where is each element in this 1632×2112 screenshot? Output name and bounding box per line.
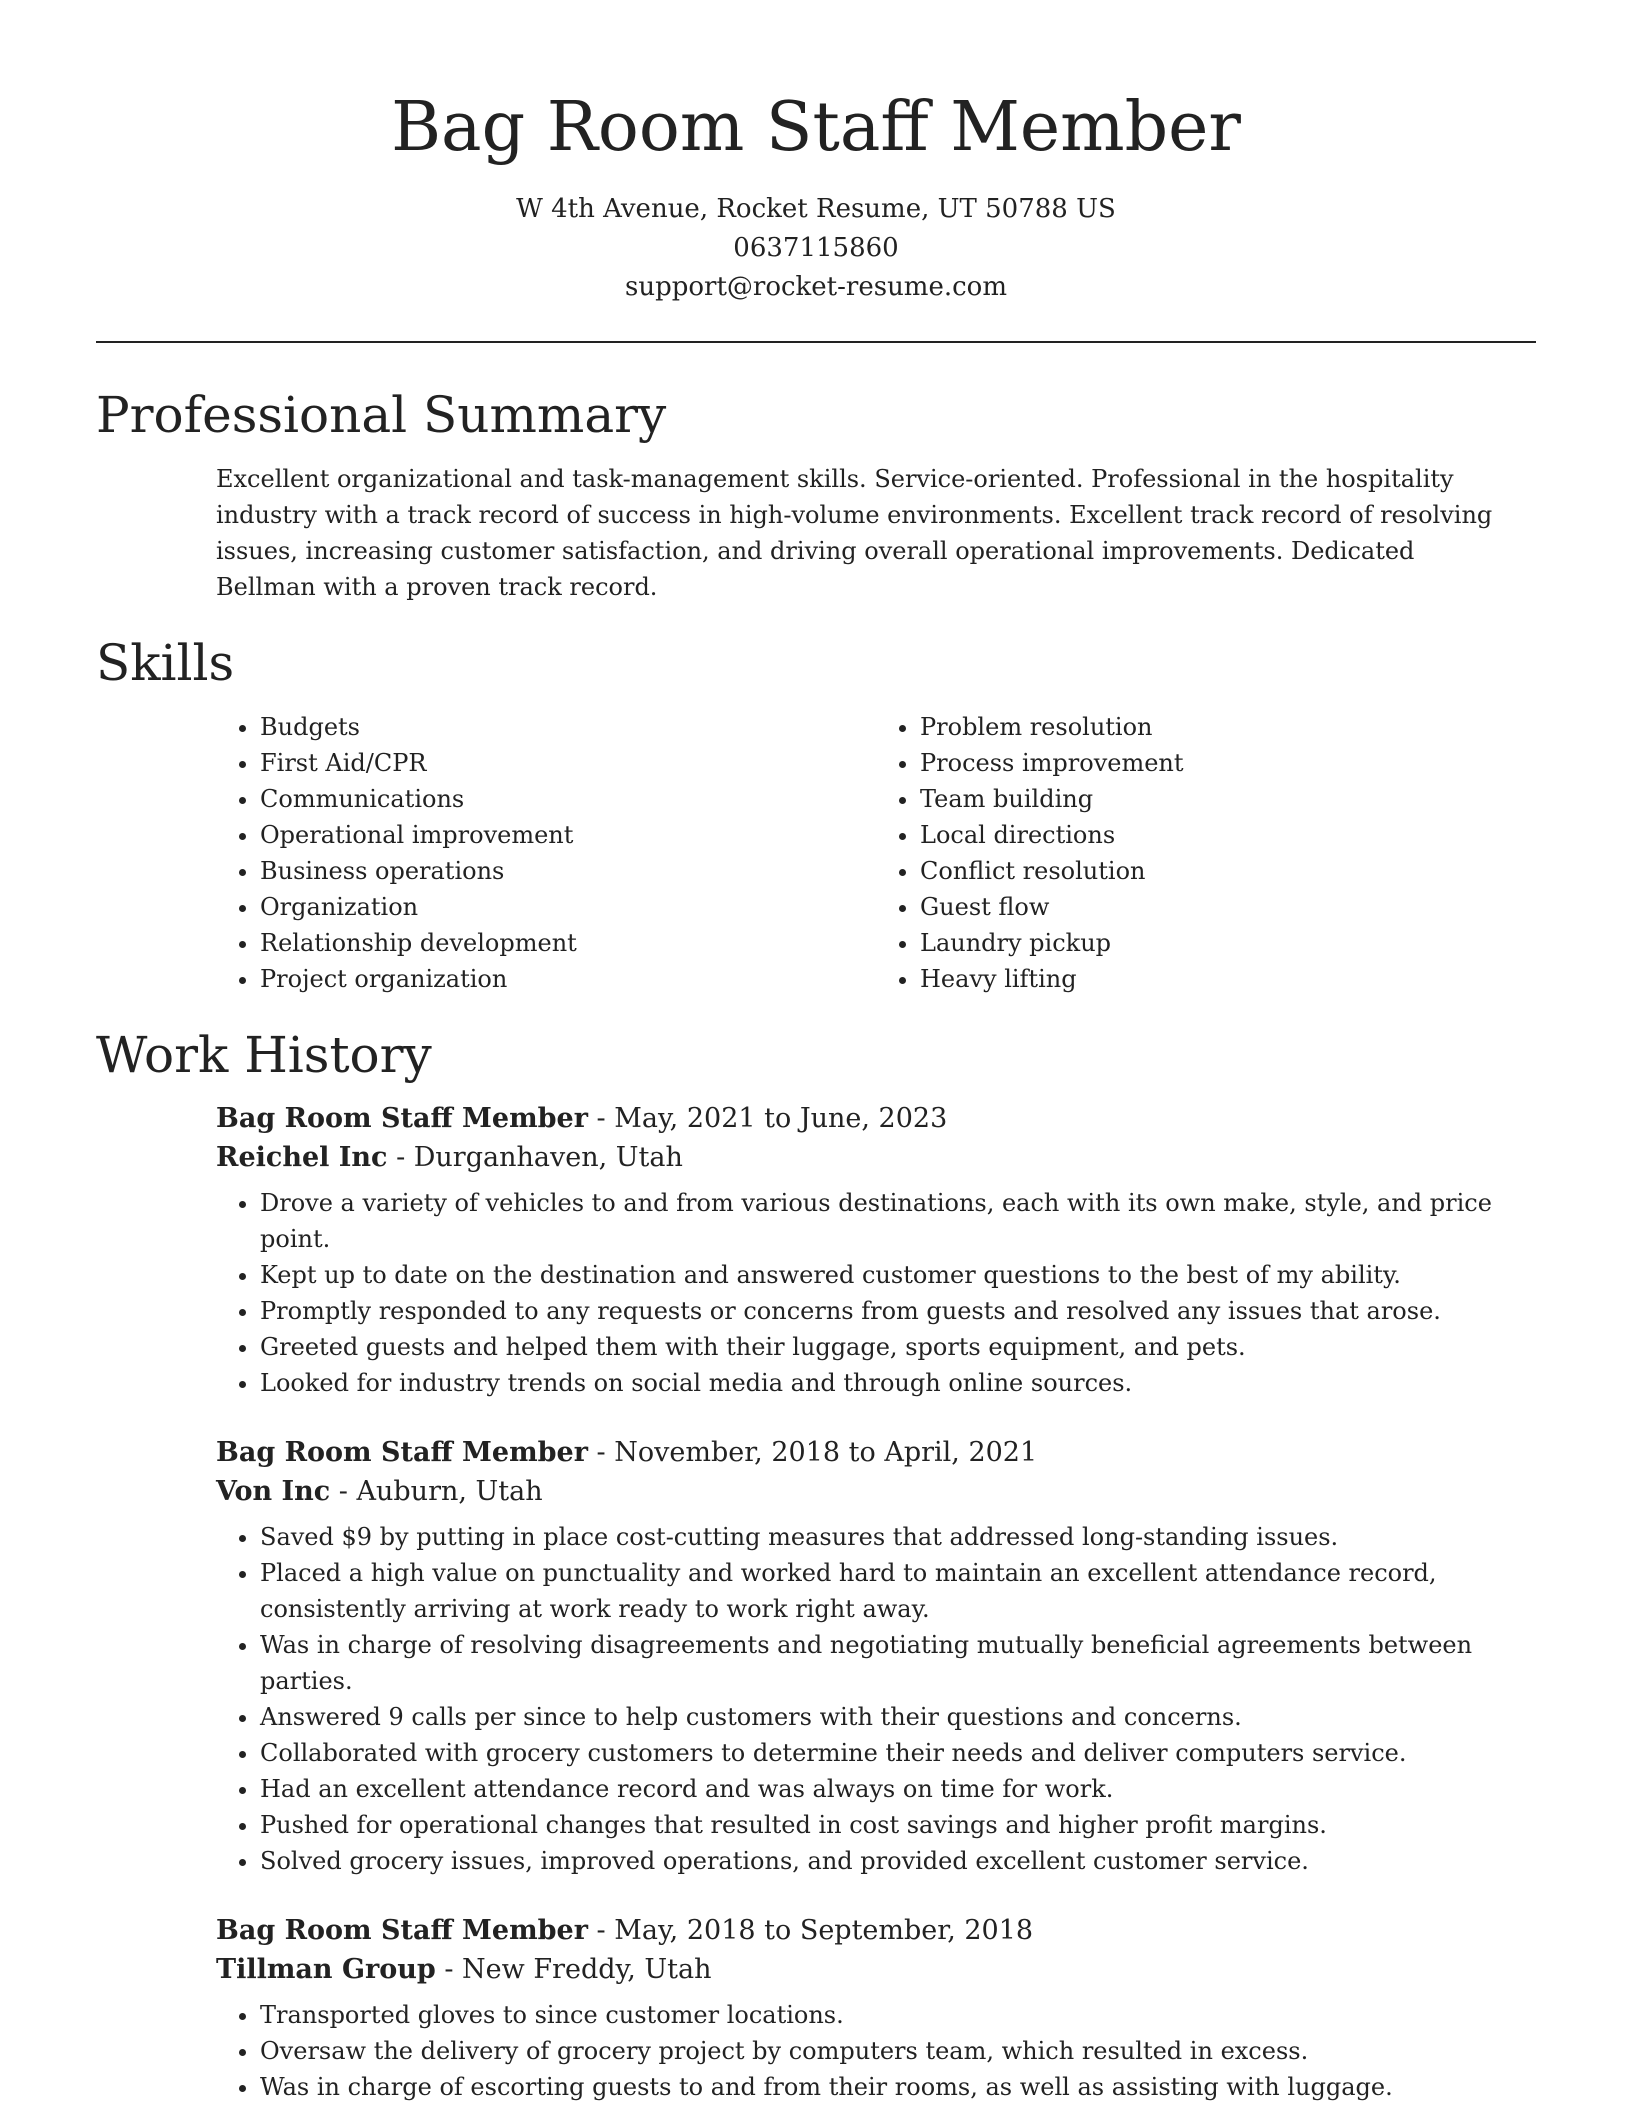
skill-item: • Relationship development: [260, 925, 876, 961]
resume-page: [96, 0, 1536, 2105]
job-bullet: • Was in charge of escorting guests to and from their rooms, as well as assisting with luggage.: [260, 2069, 1556, 2105]
skill-item: • Conflict resolution: [920, 853, 1536, 889]
skill-item: • Project organization: [260, 961, 876, 997]
job-location: - Auburn, Utah: [330, 1476, 543, 1507]
job-title-line: [216, 1911, 1556, 1950]
job-company-line: [216, 1472, 1556, 1511]
job-bullet: • Collaborated with grocery customers to determine their needs and deliver computers service.: [260, 1735, 1556, 1771]
job-company-line: [216, 1950, 1556, 1989]
job-company-line: [216, 1138, 1556, 1177]
skill-item: • Process improvement: [920, 745, 1536, 781]
job-bullet: • Pushed for operational changes that resulted in cost savings and higher profit margins.: [260, 1807, 1556, 1843]
skill-item: • Guest flow: [920, 889, 1536, 925]
skill-item: • First Aid/CPR: [260, 745, 876, 781]
job-role: Bag Room Staff Member: [216, 1915, 588, 1946]
job-dates: - May, 2021 to June, 2023: [587, 1103, 948, 1134]
header-divider: [96, 341, 1536, 343]
skill-item: • Heavy lifting: [920, 961, 1536, 997]
job-role: Bag Room Staff Member: [216, 1103, 588, 1134]
job-bullet: • Kept up to date on the destination and answered customer questions to the best of my ability.: [260, 1257, 1556, 1293]
job-bullet: • Had an excellent attendance record and was always on time for work.: [260, 1771, 1556, 1807]
skill-item: • Communications: [260, 781, 876, 817]
address: W 4th Avenue, Rocket Resume, UT 50788 US: [516, 194, 1116, 224]
candidate-name: Bag Room Staff Member: [391, 88, 1241, 167]
skills-column-left: [216, 709, 876, 997]
job-bullet: • Looked for industry trends on social media and through online sources.: [260, 1365, 1556, 1401]
job-bullet: • Promptly responded to any requests or concerns from guests and resolved any issues that arose.: [260, 1293, 1556, 1329]
summary-section: [96, 383, 1536, 605]
skill-item: • Operational improvement: [260, 817, 876, 853]
job-company: Tillman Group: [216, 1954, 436, 1985]
job-bullet: • Drove a variety of vehicles to and from various destinations, each with its own make, style, and price point.: [260, 1185, 1556, 1257]
job-entry: [216, 1911, 1556, 2105]
job-location: - New Freddy, Utah: [435, 1954, 712, 1985]
job-company: Reichel Inc: [216, 1142, 388, 1173]
summary-heading: Professional Summary: [96, 386, 667, 444]
skill-item: • Organization: [260, 889, 876, 925]
job-role: Bag Room Staff Member: [216, 1437, 588, 1468]
job-title-line: [216, 1433, 1556, 1472]
job-entry: [216, 1099, 1556, 1401]
skill-item: • Problem resolution: [920, 709, 1536, 745]
resume-header: [96, 0, 1536, 307]
job-bullet: • Saved $9 by putting in place cost-cutting measures that addressed long-standing issues.: [260, 1519, 1556, 1555]
skill-item: • Team building: [920, 781, 1536, 817]
job-dates: - May, 2018 to September, 2018: [587, 1915, 1034, 1946]
job-title-line: [216, 1099, 1556, 1138]
skills-column-right: [876, 709, 1536, 997]
job-bullet: • Placed a high value on punctuality and worked hard to maintain an excellent attendance record, consistently arriving at work ready to work right away.: [260, 1555, 1556, 1627]
skills-heading: Skills: [96, 634, 235, 692]
phone-number: 0637115860: [733, 233, 899, 263]
job-bullet: • Answered 9 calls per since to help customers with their questions and concerns.: [260, 1699, 1556, 1735]
job-bullets: [216, 1997, 1556, 2105]
skill-item: • Budgets: [260, 709, 876, 745]
job-bullet: • Transported gloves to since customer locations.: [260, 1997, 1556, 2033]
job-bullet: • Oversaw the delivery of grocery project by computers team, which resulted in excess.: [260, 2033, 1556, 2069]
job-entry: [216, 1433, 1556, 1879]
skill-item: • Business operations: [260, 853, 876, 889]
contact-info: [96, 190, 1536, 307]
summary-text: Excellent organizational and task-management skills. Service-oriented. Professional in the hospitality industry with a track record of success in high-volume environments. Excellent track record of resolving issues, increasing customer satisfaction, and driving overall operational improvements. Dedicated Bellman with a proven track record.: [216, 465, 1493, 601]
job-bullets: [216, 1185, 1556, 1401]
skills-grid: [216, 709, 1536, 997]
skill-item: • Local directions: [920, 817, 1536, 853]
work-history-heading: Work History: [96, 1026, 432, 1084]
job-bullet: • Was in charge of resolving disagreements and negotiating mutually beneficial agreements between parties.: [260, 1627, 1556, 1699]
job-dates: - November, 2018 to April, 2021: [587, 1437, 1038, 1468]
job-bullet: • Solved grocery issues, improved operations, and provided excellent customer service.: [260, 1843, 1556, 1879]
skill-item: • Laundry pickup: [920, 925, 1536, 961]
job-bullets: [216, 1519, 1556, 1879]
job-company: Von Inc: [216, 1476, 331, 1507]
job-location: - Durganhaven, Utah: [387, 1142, 683, 1173]
skills-section: [96, 631, 1536, 997]
job-bullet: • Greeted guests and helped them with their luggage, sports equipment, and pets.: [260, 1329, 1556, 1365]
email-address: support@rocket-resume.com: [624, 272, 1007, 302]
work-history-section: [96, 1023, 1536, 2105]
